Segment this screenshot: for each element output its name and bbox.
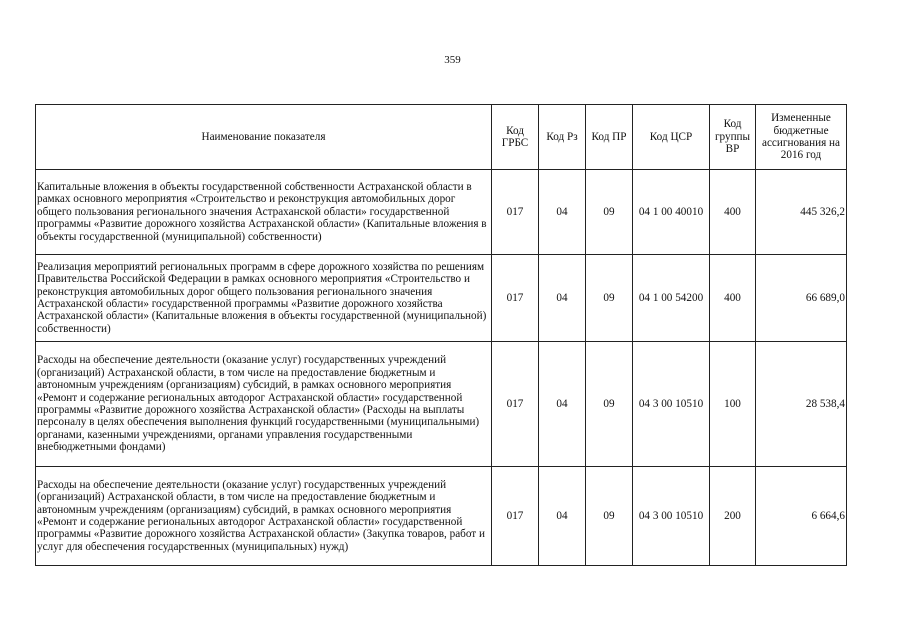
header-amount: Измененные бюджетные ассигнования на 2016 год (756, 105, 847, 170)
row-name: Расходы на обеспечение деятельности (оказание услуг) государственных учреждений (организаций) Астраханской области, в том числе на предоставление бюджетным и автономным учреждениям (организациям) субсидий, в рамках основного мероприятия «Ремонт и содержание региональных автодорог Астраханской области» государственной программы «Развитие дорожного хозяйства Астраханской области» (Расходы на выплаты персоналу в целях обеспечения выполнения функций государственными (муниципальными) органами, казенными учреждениями, органами управления государственными внебюджетными фондами) (36, 342, 492, 467)
row-pr: 09 (586, 170, 633, 255)
row-name: Реализация мероприятий региональных программ в сфере дорожного хозяйства по решениям Правительства Российской Федерации в рамках основного мероприятия «Строительство и реконструкция автомобильных дорог общего пользования регионального значения Астраханской области» государственной программы «Развитие дорожного хозяйства Астраханской области» (Капитальные вложения в объекты государственной (муниципальной) собственности) (36, 255, 492, 342)
header-grbs: Код ГРБС (492, 105, 539, 170)
table-row (36, 342, 847, 467)
row-rz: 04 (539, 342, 586, 467)
row-name: Расходы на обеспечение деятельности (оказание услуг) государственных учреждений (организаций) Астраханской области, в том числе на предоставление бюджетным и автономным учреждениям (организациям) субсидий, в рамках основного мероприятия «Ремонт и содержание региональных автодорог Астраханской области» государственной программы «Развитие дорожного хозяйства Астраханской области» (Закупка товаров, работ и услуг для обеспечения государственных (муниципальных) нужд) (36, 467, 492, 566)
row-name: Капитальные вложения в объекты государственной собственности Астраханской области в рамках основного мероприятия «Строительство и реконструкция автомобильных дорог общего пользования регионального значения Астраханской области» государственной программы «Развитие дорожного хозяйства Астраханской области» (Капитальные вложения в объекты государственной (муниципальной) собственности) (36, 170, 492, 255)
row-amount: 28 538,4 (756, 342, 847, 467)
row-pr: 09 (586, 255, 633, 342)
row-vr: 200 (710, 467, 756, 566)
row-amount: 66 689,0 (756, 255, 847, 342)
row-amount: 6 664,6 (756, 467, 847, 566)
row-pr: 09 (586, 342, 633, 467)
row-vr: 400 (710, 170, 756, 255)
header-vr: Код группы ВР (710, 105, 756, 170)
row-pr: 09 (586, 467, 633, 566)
row-csr: 04 1 00 40010 (633, 170, 710, 255)
row-rz: 04 (539, 467, 586, 566)
row-grbs: 017 (492, 467, 539, 566)
row-csr: 04 1 00 54200 (633, 255, 710, 342)
row-grbs: 017 (492, 342, 539, 467)
row-grbs: 017 (492, 255, 539, 342)
row-amount: 445 326,2 (756, 170, 847, 255)
row-rz: 04 (539, 170, 586, 255)
page-number: 359 (444, 54, 461, 66)
header-rz: Код Рз (539, 105, 586, 170)
table-header-row (36, 105, 847, 170)
budget-table (35, 104, 847, 566)
row-rz: 04 (539, 255, 586, 342)
header-pr: Код ПР (586, 105, 633, 170)
table-row (36, 255, 847, 342)
header-csr: Код ЦСР (633, 105, 710, 170)
row-vr: 400 (710, 255, 756, 342)
row-vr: 100 (710, 342, 756, 467)
header-name: Наименование показателя (36, 105, 492, 170)
table-row (36, 467, 847, 566)
row-csr: 04 3 00 10510 (633, 342, 710, 467)
row-csr: 04 3 00 10510 (633, 467, 710, 566)
table-row (36, 170, 847, 255)
row-grbs: 017 (492, 170, 539, 255)
